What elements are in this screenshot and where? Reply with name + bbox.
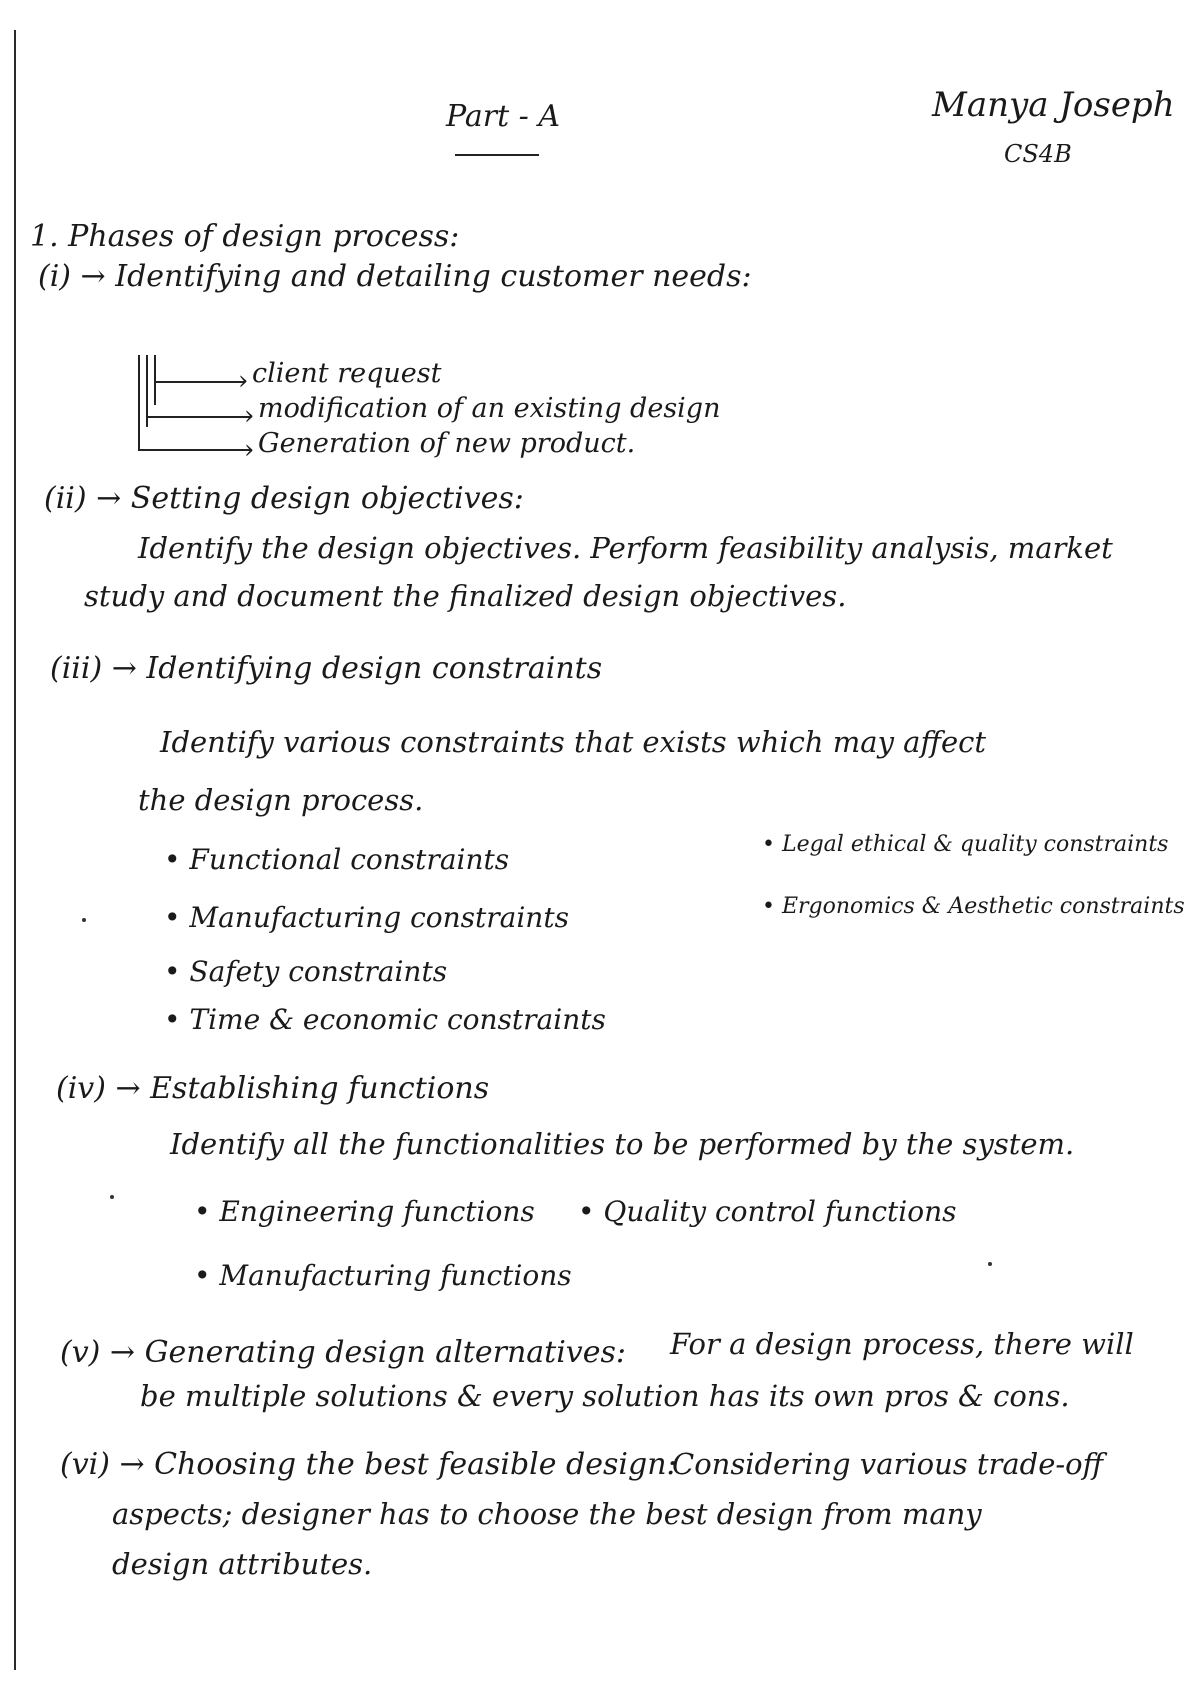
arrow-line-3 [138,449,250,451]
arrow-head-1: › [238,366,249,396]
phase-6-text-line-1: Considering various trade-off [672,1447,1104,1481]
constraint-item: • Ergonomics & Aesthetic constraints [762,894,1185,919]
stray-dot [82,918,86,922]
stray-dot [988,1262,992,1266]
phase-2-text-line-2: study and document the finalized design objectives. [84,579,847,613]
title-underline [455,154,539,156]
stray-dot [110,1195,114,1199]
question-heading: 1. Phases of design process: [30,219,460,254]
phase-3-label: (iii) → Identifying design constraints [50,651,603,686]
phase-2-label: (ii) → Setting design objectives: [44,481,524,516]
phase-1-label: (i) → Identifying and detailing customer needs: [38,259,752,294]
phase-3-text-line-2: the design process. [138,783,424,817]
page-edge-line [14,30,16,1670]
need-item-2: modification of an existing design [258,393,721,424]
need-item-3: Generation of new product. [258,428,636,459]
function-item: • Quality control functions [578,1195,957,1228]
phase-3-text-line-1: Identify various constraints that exists which may affect [160,725,987,759]
phase-6-text-line-2: aspects; designer has to choose the best design from many [112,1497,982,1531]
constraint-item: • Functional constraints [164,843,510,876]
phase-5-text-line-2: be multiple solutions & every solution has its own pros & cons. [140,1379,1070,1413]
constraint-item: • Manufacturing constraints [164,901,569,934]
bracket-outer [138,355,140,450]
arrow-line-2 [146,416,250,418]
need-item-1: client request [252,358,442,389]
constraint-item: • Time & economic constraints [164,1003,606,1036]
arrow-head-2: › [244,401,255,431]
function-item: • Manufacturing functions [194,1259,572,1292]
phase-6-text-line-3: design attributes. [112,1547,373,1581]
author-class: CS4B [1004,140,1072,168]
constraint-item: • Legal ethical & quality constraints [762,832,1169,857]
function-item: • Engineering functions [194,1195,535,1228]
page-title: Part - A [446,99,560,134]
arrow-head-3: › [244,435,255,465]
bracket-inner [154,355,156,405]
phase-2-text-line-1: Identify the design objectives. Perform feasibility analysis, market [138,531,1113,565]
phase-4-label: (iv) → Establishing functions [56,1071,490,1106]
phase-5-text-line-1: For a design process, there will [670,1327,1134,1361]
phase-5-label: (v) → Generating design alternatives: [60,1335,627,1370]
arrow-line-1 [154,381,244,383]
phase-6-label: (vi) → Choosing the best feasible design: [60,1447,677,1482]
constraint-item: • Safety constraints [164,955,448,988]
author-name: Manya Joseph [932,85,1175,125]
phase-4-text-line-1: Identify all the functionalities to be performed by the system. [170,1127,1075,1161]
